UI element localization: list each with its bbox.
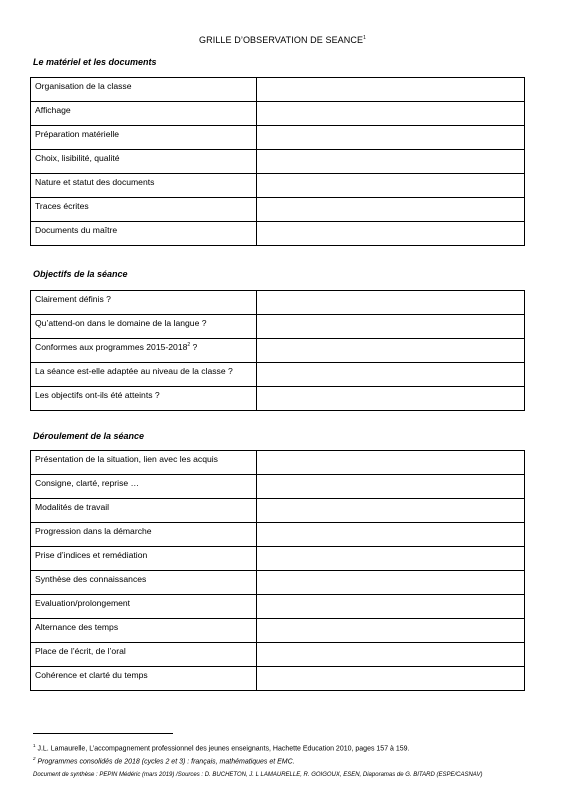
footnote-ref: 1	[363, 35, 366, 41]
criterion-label: Cohérence et clarté du temps	[31, 667, 257, 691]
table-row	[31, 126, 525, 150]
criterion-label: Progression dans la démarche	[31, 523, 257, 547]
criterion-label: Documents du maître	[31, 222, 257, 246]
table-row	[31, 315, 525, 339]
observation-cell[interactable]	[257, 150, 525, 174]
criterion-label: Prise d’indices et remédiation	[31, 547, 257, 571]
table-row	[31, 291, 525, 315]
table-row	[31, 78, 525, 102]
criterion-label: Organisation de la classe	[31, 78, 257, 102]
criterion-label: Qu’attend-on dans le domaine de la langue ?	[31, 315, 257, 339]
page-title: GRILLE D’OBSERVATION DE SEANCE$^1$	[199, 35, 366, 45]
criterion-label: Synthèse des connaissances	[31, 571, 257, 595]
criterion-label: Clairement définis ?	[31, 291, 257, 315]
criterion-label: Présentation de la situation, lien avec les acquis	[31, 451, 257, 475]
observation-cell[interactable]	[257, 102, 525, 126]
criterion-label: Choix, lisibilité, qualité	[31, 150, 257, 174]
table-row	[31, 198, 525, 222]
table-row	[31, 571, 525, 595]
table-row	[31, 102, 525, 126]
source-credit: Document de synthèse : PEPIN Médéric (mars 2019) /Sources : D. BUCHETON, J. L LAMAURELLE, R. GOIGOUX, ESEN, Diaporamas de G. BITARD (ESPE/CASNAV)	[33, 772, 483, 778]
table-row	[31, 523, 525, 547]
observation-cell[interactable]	[257, 174, 525, 198]
table-row	[31, 643, 525, 667]
criterion-label: Préparation matérielle	[31, 126, 257, 150]
observation-cell[interactable]	[257, 499, 525, 523]
table-row	[31, 499, 525, 523]
observation-cell[interactable]	[257, 315, 525, 339]
criterion-label: Consigne, clarté, reprise …	[31, 475, 257, 499]
criterion-label: Nature et statut des documents	[31, 174, 257, 198]
table-row	[31, 150, 525, 174]
table-row	[31, 547, 525, 571]
section-heading-objectifs: Objectifs de la séance	[33, 269, 128, 279]
observation-cell[interactable]	[257, 198, 525, 222]
table-row	[31, 595, 525, 619]
observation-cell[interactable]	[257, 451, 525, 475]
criterion-label: Traces écrites	[31, 198, 257, 222]
observation-cell[interactable]	[257, 619, 525, 643]
table-row	[31, 451, 525, 475]
section-heading-deroulement: Déroulement de la séance	[33, 431, 145, 441]
footnote-separator	[33, 733, 173, 734]
observation-cell[interactable]	[257, 667, 525, 691]
section-heading-materiel: Le matériel et les documents	[33, 57, 157, 67]
footnote-1: $^1$ J.L. Lamaurelle, L’accompagnement professionnel des jeunes enseignants, Hachette Education 2010, pages 157 à 159.	[33, 743, 410, 753]
observation-cell[interactable]	[257, 291, 525, 315]
criterion-label: Conformes aux programmes 2015-2018$^2$ ?	[31, 339, 257, 363]
table-row	[31, 222, 525, 246]
observation-cell[interactable]	[257, 222, 525, 246]
criterion-label: Place de l’écrit, de l’oral	[31, 643, 257, 667]
observation-cell[interactable]	[257, 78, 525, 102]
observation-cell[interactable]	[257, 523, 525, 547]
table-row	[31, 387, 525, 411]
observation-cell[interactable]	[257, 339, 525, 363]
table-row	[31, 339, 525, 363]
observation-cell[interactable]	[257, 475, 525, 499]
criterion-label: Les objectifs ont-ils été atteints ?	[31, 387, 257, 411]
criterion-label: La séance est-elle adaptée au niveau de la classe ?	[31, 363, 257, 387]
table-row	[31, 363, 525, 387]
footnote-ref: 2	[187, 342, 191, 349]
observation-cell[interactable]	[257, 571, 525, 595]
table-objectifs	[30, 290, 525, 411]
table-row	[31, 475, 525, 499]
observation-cell[interactable]	[257, 595, 525, 619]
observation-cell[interactable]	[257, 547, 525, 571]
observation-cell[interactable]	[257, 126, 525, 150]
criterion-label: Affichage	[31, 102, 257, 126]
table-row	[31, 619, 525, 643]
criterion-label: Modalités de travail	[31, 499, 257, 523]
table-deroulement	[30, 450, 525, 691]
observation-cell[interactable]	[257, 643, 525, 667]
table-row	[31, 174, 525, 198]
criterion-label: Alternance des temps	[31, 619, 257, 643]
criterion-label: Evaluation/prolongement	[31, 595, 257, 619]
table-row	[31, 667, 525, 691]
observation-cell[interactable]	[257, 387, 525, 411]
table-materiel	[30, 77, 525, 246]
footnote-2: $^2$ Programmes consolidés de 2018 (cycles 2 et 3) : français, mathématiques et EMC.	[33, 756, 295, 766]
observation-cell[interactable]	[257, 363, 525, 387]
